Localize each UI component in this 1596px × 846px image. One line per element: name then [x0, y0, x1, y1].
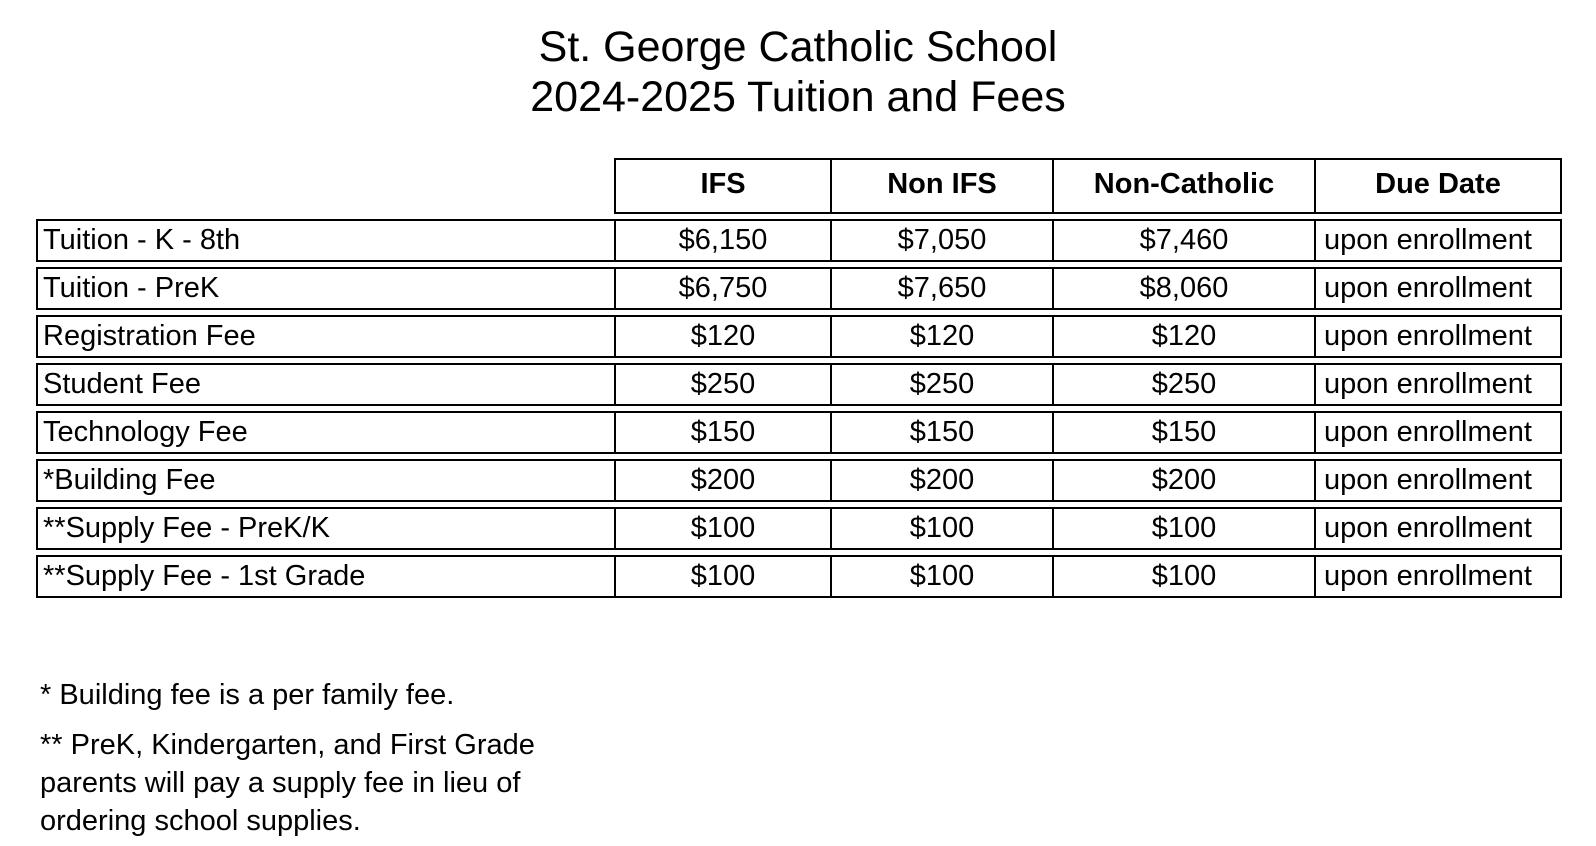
row-label: Tuition - K - 8th [36, 219, 614, 262]
title-line-year: 2024-2025 Tuition and Fees [530, 73, 1066, 121]
ifs-value: $6,750 [614, 267, 830, 310]
non-catholic-value: $8,060 [1052, 267, 1314, 310]
row-label: Tuition - PreK [36, 267, 614, 310]
ifs-value: $120 [614, 315, 830, 358]
header-cell-ifs: IFS [614, 158, 830, 214]
table-row-supply-fee-1st-grade [36, 555, 1562, 598]
header-cell-blank [36, 158, 614, 214]
non-ifs-value: $100 [830, 507, 1052, 550]
non-catholic-value: $250 [1052, 363, 1314, 406]
row-label: **Supply Fee - 1st Grade [36, 555, 614, 598]
non-catholic-value: $7,460 [1052, 219, 1314, 262]
header-cell-due-date: Due Date [1314, 158, 1562, 214]
non-catholic-value: $200 [1052, 459, 1314, 502]
row-label: *Building Fee [36, 459, 614, 502]
due-date-value: upon enrollment [1314, 363, 1562, 406]
row-label: **Supply Fee - PreK/K [36, 507, 614, 550]
footnote-supply-fee-line-1: ** PreK, Kindergarten, and First Grade [40, 729, 535, 761]
non-ifs-value: $200 [830, 459, 1052, 502]
table-row-tuition-prek [36, 267, 1562, 310]
footnote-supply-fee-line-2: parents will pay a supply fee in lieu of [40, 767, 521, 799]
footnote-building-fee: * Building fee is a per family fee. [40, 679, 455, 711]
table-row-student-fee [36, 363, 1562, 406]
due-date-value: upon enrollment [1314, 507, 1562, 550]
table-row-registration-fee [36, 315, 1562, 358]
header-cell-non-ifs: Non IFS [830, 158, 1052, 214]
row-label: Registration Fee [36, 315, 614, 358]
table-row-technology-fee [36, 411, 1562, 454]
non-ifs-value: $7,650 [830, 267, 1052, 310]
non-ifs-value: $7,050 [830, 219, 1052, 262]
page-title [0, 22, 1596, 122]
table-row-building-fee [36, 459, 1562, 502]
row-label: Student Fee [36, 363, 614, 406]
title-line-school: St. George Catholic School [538, 23, 1058, 71]
non-ifs-value: $150 [830, 411, 1052, 454]
due-date-value: upon enrollment [1314, 459, 1562, 502]
non-catholic-value: $100 [1052, 507, 1314, 550]
ifs-value: $150 [614, 411, 830, 454]
due-date-value: upon enrollment [1314, 219, 1562, 262]
header-cell-non-catholic: Non-Catholic [1052, 158, 1314, 214]
due-date-value: upon enrollment [1314, 315, 1562, 358]
due-date-value: upon enrollment [1314, 267, 1562, 310]
footnotes [40, 676, 535, 840]
due-date-value: upon enrollment [1314, 555, 1562, 598]
table-row-tuition-k-8 [36, 219, 1562, 262]
ifs-value: $200 [614, 459, 830, 502]
ifs-value: $100 [614, 555, 830, 598]
ifs-value: $100 [614, 507, 830, 550]
non-ifs-value: $120 [830, 315, 1052, 358]
ifs-value: $6,150 [614, 219, 830, 262]
non-catholic-value: $120 [1052, 315, 1314, 358]
ifs-value: $250 [614, 363, 830, 406]
non-catholic-value: $100 [1052, 555, 1314, 598]
table-header-row [36, 158, 1562, 214]
tuition-fees-table [36, 153, 1562, 603]
non-ifs-value: $100 [830, 555, 1052, 598]
footnote-supply-fee-line-3: ordering school supplies. [40, 805, 361, 837]
footnote-supply-fee [40, 726, 535, 840]
non-ifs-value: $250 [830, 363, 1052, 406]
row-label: Technology Fee [36, 411, 614, 454]
non-catholic-value: $150 [1052, 411, 1314, 454]
due-date-value: upon enrollment [1314, 411, 1562, 454]
table-row-supply-fee-prek-k [36, 507, 1562, 550]
